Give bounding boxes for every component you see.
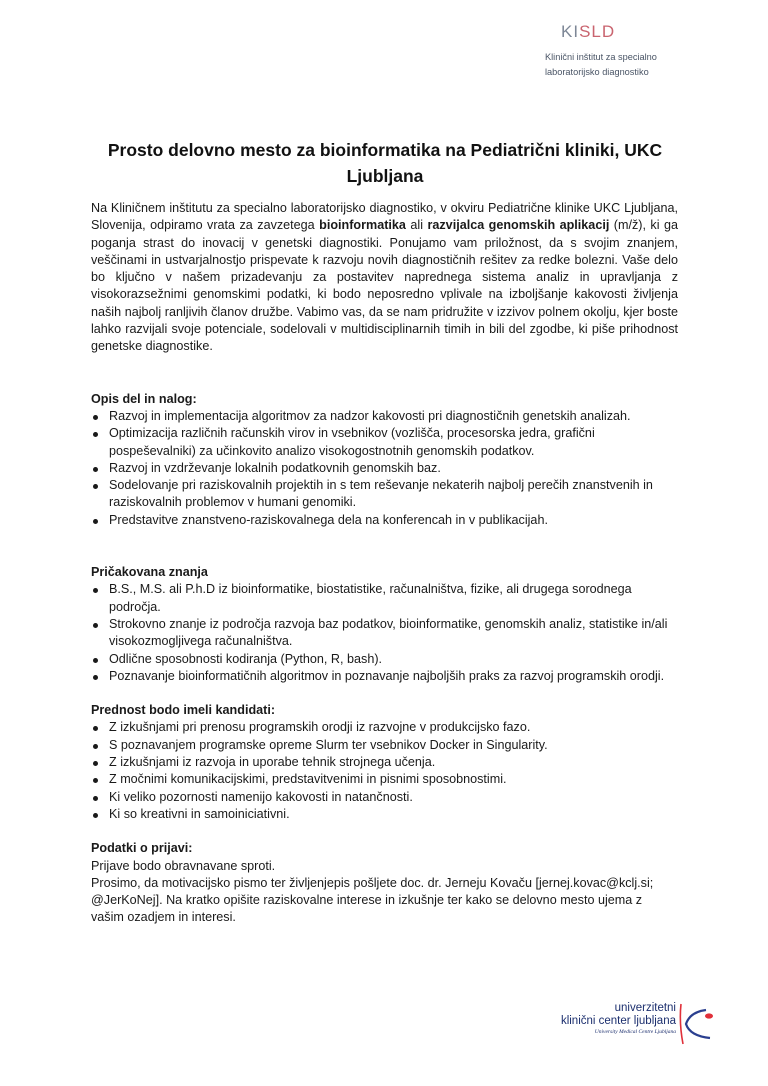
bullet-icon — [93, 778, 98, 783]
list-item — [91, 408, 678, 425]
contact-email[interactable]: jernej.kovac@kclj.si — [538, 875, 650, 890]
list-item-text: Optimizacija različnih računskih virov in vsebnikov (vozlišča, procesorska jedra, grafični pospeševalniki) za učinkovito analizo visokogostnotnih genomskih podatkov. — [109, 426, 595, 458]
ukc-wordmark — [561, 1002, 676, 1036]
ukc-line1: univerzitetni — [614, 1002, 676, 1014]
list-item — [91, 460, 678, 477]
list-item — [91, 806, 678, 823]
contact-handle[interactable]: @JerKoNej — [91, 893, 156, 908]
page-title — [90, 137, 680, 189]
intro-text-3: (m/ž), ki ga poganja strast do inovacij v genetski diagnostiki. Ponujamo vam priložnost, da s svojim znanjem, veščinami in ustvarjalnostjo prispevate k razvoju novih diagnostičnih rešitev za redke bolezni. Vaše delo bo ključno v našem prizadevanju za postavitev naprednega sistema analiz in upravljanja z visokorazsežnimi genomskimi podatki, ki bodo neposredno vplivale na izboljšanje kakovosti življenja naših najbolj ranljivih članov družbe. Vabimo vas, da se nam pridružite v izzivov polnem okolju, kjer boste lahko razvijali svoje potenciale, sodelovali v multidisciplinarnih timih in bili del zgodbe, ki piše prihodnost genetske diagnostike. — [91, 218, 679, 354]
ukc-line2: klinični center ljubljana — [560, 1015, 676, 1027]
apply-text-2: ]. Na kratko opišite raziskovalne interese in izkušnje ter kako se delovno mesto ujema z vašim ozadjem in interesi. — [91, 893, 643, 925]
intro-bold-developer: razvijalca genomskih aplikacij — [427, 218, 610, 233]
ukc-emblem-icon — [676, 1000, 720, 1046]
list-item-text: B.S., M.S. ali P.h.D iz bioinformatike, biostatistike, računalništva, fizike, ali drugega sorodnega področja. — [109, 582, 632, 614]
intro-bold-bioinformatik: bioinformatika — [319, 218, 406, 233]
list-item — [91, 719, 678, 736]
list-item — [91, 512, 678, 529]
bullet-icon — [93, 675, 98, 680]
apply-instructions — [91, 875, 678, 927]
list-item — [91, 754, 678, 771]
bullet-icon — [93, 796, 98, 801]
section-heading-knowledge: Pričakovana znanja — [91, 565, 208, 580]
section-heading-duties: Opis del in nalog: — [91, 391, 197, 406]
title-line1: Prosto delovno mesto za bioinformatika na Pediatrični kliniki, UKC — [107, 140, 663, 160]
bullet-icon — [93, 519, 98, 524]
title-line2: Ljubljana — [346, 166, 424, 186]
document-body — [91, 200, 678, 927]
section-heading-apply: Podatki o prijavi: — [91, 841, 193, 856]
list-item-text: Z močnimi komunikacijskimi, predstavitvenimi in pisnimi sposobnostimi. — [109, 772, 507, 787]
list-item — [91, 771, 678, 788]
apply-note: Prijave bodo obravnavane sproti. — [91, 858, 276, 873]
list-item — [91, 425, 678, 460]
logo-sld: SLD — [579, 22, 616, 41]
list-item — [91, 668, 678, 685]
list-item-text: Predstavitve znanstveno-raziskovalnega dela na konferencah in v publikacijah. — [109, 512, 548, 527]
list-item-text: Strokovno znanje iz področja razvoja baz podatkov, bioinformatike, genomskih analiz, statistike in/ali visokozmogljivega računalništva. — [109, 616, 668, 649]
intro-text-1: Na Kliničnem inštitutu za specialno laboratorijsko diagnostiko, v okviru Pediatrične klinike UKC Ljubljana, Slovenija, odpiramo vrata za zavzetega — [91, 201, 678, 233]
list-item-text: Sodelovanje pri raziskovalnih projektih in s tem reševanje nekaterih najbolj perečih znanstvenih in raziskovalnih problemov v humani genomiki. — [109, 478, 653, 510]
logo-ki: KI — [561, 22, 580, 41]
list-item — [91, 616, 678, 651]
bullet-icon — [93, 623, 98, 628]
kisld-subtitle — [545, 50, 745, 80]
intro-text-2: ali — [405, 218, 428, 233]
bullet-icon — [93, 726, 98, 731]
list-item-text: Z izkušnjami pri prenosu programskih orodji iz razvojne v produkcijsko fazo. — [109, 720, 531, 735]
bullet-icon — [93, 761, 98, 766]
bullet-icon — [93, 658, 98, 663]
section-knowledge — [91, 564, 678, 685]
bullet-icon — [93, 813, 98, 818]
intro-paragraph — [91, 200, 678, 356]
list-item-text: Ki so kreativni in samoiniciativni. — [109, 806, 290, 821]
list-item-text: Odlične sposobnosti kodiranja (Python, R, bash). — [109, 651, 383, 666]
bullet-icon — [93, 467, 98, 472]
list-item-text: Razvoj in vzdrževanje lokalnih podatkovnih genomskih baz. — [109, 460, 441, 475]
ukc-line3: University Medical Centre Ljubljana — [594, 1029, 676, 1035]
section-advantage — [91, 702, 678, 823]
section-heading-advantage: Prednost bodo imeli kandidati: — [91, 703, 276, 718]
list-item — [91, 651, 678, 668]
apply-text-sep: ; — [649, 875, 654, 890]
list-item — [91, 737, 678, 754]
kisld-logo — [545, 22, 745, 80]
section-apply — [91, 840, 678, 926]
kisld-subtitle-line2: laboratorijsko diagnostiko — [545, 67, 649, 77]
list-item-text: Poznavanje bioinformatičnih algoritmov in poznavanje najboljših praks za razvoj programskih orodji. — [109, 668, 665, 683]
duties-list — [91, 408, 678, 529]
kisld-wordmark — [561, 22, 745, 42]
bullet-icon — [93, 588, 98, 593]
apply-text-1: Prosimo, da motivacijsko pismo ter življenjepis pošljete doc. dr. Jerneju Kovaču [ — [91, 875, 539, 890]
bullet-icon — [93, 432, 98, 437]
knowledge-list — [91, 581, 678, 685]
kisld-subtitle-line1: Klinični inštitut za specialno — [545, 52, 657, 62]
list-item-text: Razvoj in implementacija algoritmov za nadzor kakovosti pri diagnostičnih genetskih analizah. — [109, 408, 631, 423]
bullet-icon — [93, 484, 98, 489]
section-duties — [91, 391, 678, 529]
bullet-icon — [93, 415, 98, 420]
ukc-logo — [560, 1000, 720, 1050]
list-item-text: Ki veliko pozornosti namenijo kakovosti in natančnosti. — [109, 789, 413, 804]
list-item — [91, 789, 678, 806]
bullet-icon — [93, 744, 98, 749]
list-item — [91, 477, 678, 512]
list-item — [91, 581, 678, 616]
list-item-text: S poznavanjem programske opreme Slurm ter vsebnikov Docker in Singularity. — [109, 737, 548, 752]
list-item-text: Z izkušnjami iz razvoja in uporabe tehnik strojnega učenja. — [109, 755, 436, 770]
advantage-list — [91, 719, 678, 823]
